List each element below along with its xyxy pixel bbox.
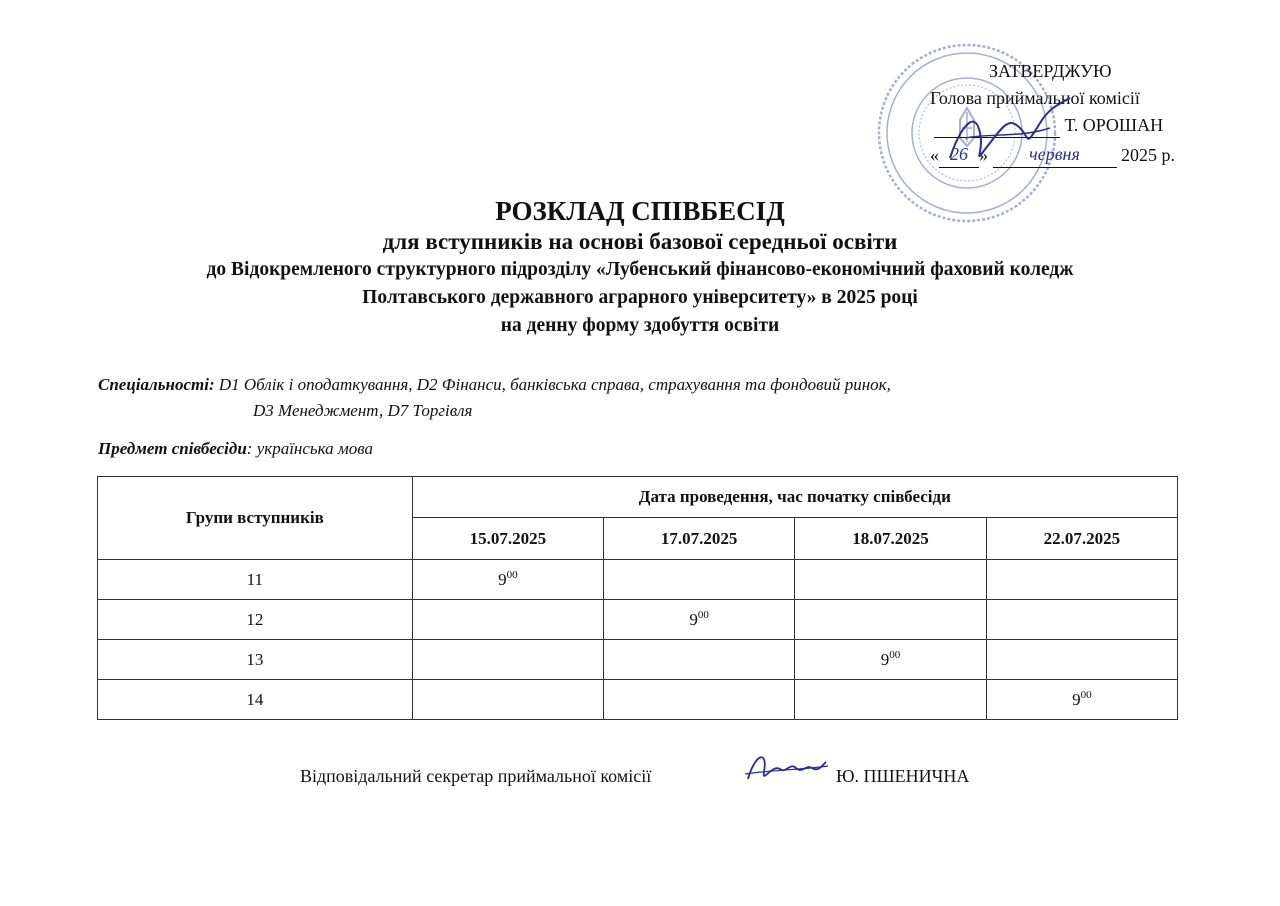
specialties-label: Спеціальності: [98,375,215,394]
title-main: РОЗКЛАД СПІВБЕСІД [495,196,785,226]
table-row [98,600,1178,640]
date-year: 2025 р. [1121,145,1175,165]
date-month: червня [993,141,1117,168]
table-row [98,560,1178,600]
secretary-role: Відповідальний секретар приймальної комісії [300,766,652,786]
interview-hour: 9 [880,649,890,669]
secretary-signature [740,744,830,794]
approver-name: Т. ОРОШАН [1064,115,1164,135]
title-line-2: Полтавського державного аграрного університету» в 2025 році [362,287,918,308]
schedule-cell [412,560,603,600]
date-day: 26 [939,141,979,168]
schedule-cell [986,680,1177,720]
group-number-cell: 11 [98,560,413,600]
subject-value: : українська мова [246,439,374,458]
schedule-cell [795,600,986,640]
title-sub: для вступників на основі базової середньої освіти [382,229,898,254]
interview-minutes: 00 [889,648,901,661]
group-header: Групи вступників [98,477,413,560]
date-column-header: 18.07.2025 [795,518,986,560]
table-row [98,680,1178,720]
specialties-block [98,372,891,424]
interview-minutes: 00 [506,568,518,581]
schedule-cell [603,560,794,600]
approve-word: ЗАТВЕРДЖУЮ [989,61,1112,81]
specialties-line-1: D1 Облік і оподаткування, D2 Фінанси, банківська справа, страхування та фондовий ринок, [218,375,891,394]
schedule-cell [795,560,986,600]
schedule-cell [986,560,1177,600]
date-column-header: 15.07.2025 [412,518,603,560]
approver-role: Голова приймальної комісії [930,88,1140,108]
schedule-cell [412,680,603,720]
interview-time [881,650,901,669]
interview-hour: 9 [1072,689,1081,709]
interview-minutes: 00 [1080,688,1092,701]
date-header: Дата проведення, час початку співбесіди [412,477,1177,518]
title-line-1: до Відокремленого структурного підрозділу «Лубенський фінансово-економічний фаховий коледж [206,259,1074,280]
subject-block [98,436,373,462]
interview-hour: 9 [498,569,507,589]
document-title-block [0,194,1280,340]
specialties-line-2: D3 Менеджмент, D7 Торгівля [253,401,473,420]
group-number-cell: 12 [98,600,413,640]
interview-time [498,570,518,589]
table-row [98,640,1178,680]
schedule-cell [603,600,794,640]
group-number-cell: 13 [98,640,413,680]
approver-signature [930,88,1090,178]
schedule-cell [603,680,794,720]
date-column-header: 22.07.2025 [986,518,1177,560]
schedule-cell [412,600,603,640]
schedule-cell [795,640,986,680]
interview-time [689,610,709,629]
subject-label: Предмет співбесіди [98,439,247,458]
schedule-cell [412,640,603,680]
schedule-body [98,560,1178,720]
interview-minutes: 00 [697,608,709,621]
date-close-quote: » [979,145,988,165]
title-line-3: на денну форму здобуття освіти [500,315,780,336]
date-open-quote: « [930,145,939,165]
schedule-cell [986,640,1177,680]
interview-hour: 9 [689,609,698,629]
secretary-name: Ю. ПШЕНИЧНА [836,766,970,786]
schedule-table [97,476,1178,720]
interview-time [1072,690,1092,709]
group-number-cell: 14 [98,680,413,720]
schedule-cell [986,600,1177,640]
schedule-cell [795,680,986,720]
date-column-header: 17.07.2025 [603,518,794,560]
schedule-cell [603,640,794,680]
